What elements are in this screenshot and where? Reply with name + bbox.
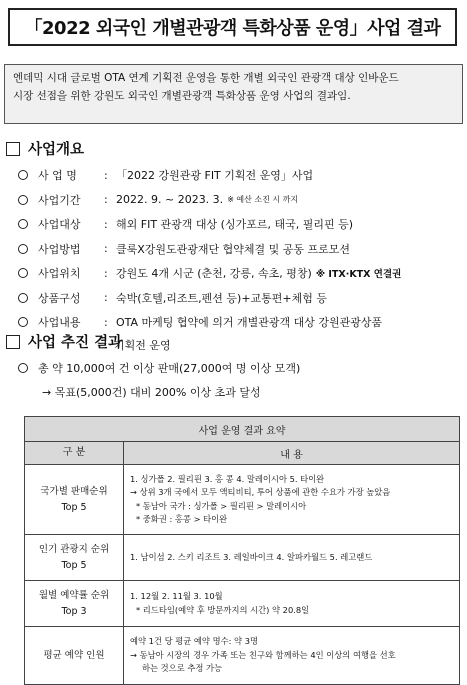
- circle-bullet-icon: [18, 363, 28, 373]
- table-header-category: 구 분: [25, 442, 124, 465]
- intro-line-1: 엔데믹 시대 글로벌 OTA 연계 기획전 운영을 통한 개별 외국인 관광객 대상 인바운드: [13, 72, 399, 84]
- row-content-line: 1. 남이섬 2. 스키 리조트 3. 레일바이크 4. 알파카월드 5. 레고랜드: [130, 551, 373, 562]
- overview-item-location: 사업위치 : 강원도 4개 시군 (춘천, 강릉, 속초, 평창) ※ ITX·KTX 연결권: [18, 261, 458, 286]
- row-category: [25, 535, 124, 581]
- circle-bullet-icon: [18, 170, 28, 180]
- overview-list: [18, 163, 458, 357]
- row-content: [124, 465, 460, 535]
- row-content-line: 예약 1건 당 평균 예약 명수: 약 3명: [130, 636, 258, 647]
- item-key: 사업기간: [38, 193, 81, 207]
- overview-item-name: 사 업 명 : 「2022 강원관광 FIT 기획전 운영」사업: [18, 163, 458, 188]
- row-content-line: * 동남아 국가 : 싱가폴 > 필리핀 > 말레이시아: [136, 500, 307, 511]
- row-category-line1: 국가별 판매순위: [40, 485, 108, 497]
- overview-item-composition: 상품구성 : 숙박(호텔,리조트,펜션 등)+교통편+체험 등: [18, 286, 458, 311]
- row-content: [124, 535, 460, 581]
- overview-item-period: 사업기간 : 2022. 9. ~ 2023. 3. ※ 예산 소진 시 까지: [18, 188, 458, 213]
- item-key: 상품구성: [38, 291, 81, 305]
- item-key: 사업대상: [38, 218, 81, 232]
- row-content-line: → 상위 3개 국에서 모두 액티비티, 투어 상품에 관한 수요가 가장 높았음: [130, 487, 391, 497]
- document-title: [8, 8, 457, 46]
- item-key: 사 업 명: [38, 169, 77, 183]
- item-value: 2022. 9. ~ 2023. 3.: [116, 193, 224, 207]
- overview-item-method: 사업방법 : 클룩X강원도관광재단 협약체결 및 공동 프로모션: [18, 237, 458, 262]
- item-key: 사업방법: [38, 242, 81, 256]
- row-category-line2: Top 5: [61, 501, 87, 513]
- intro-box: [4, 64, 463, 124]
- item-value: 「2022 강원관광 FIT 기획전 운영」사업: [116, 169, 314, 183]
- item-value: 강원도 4개 시군 (춘천, 강릉, 속초, 평창): [116, 267, 312, 281]
- circle-bullet-icon: [18, 268, 28, 278]
- row-category-line1: 인기 관광지 순위: [38, 543, 110, 555]
- results-arrow-text: → 목표(5,000건) 대비 200% 이상 초과 달성: [42, 386, 261, 399]
- overview-item-target: 사업대상 : 해외 FIT 관광객 대상 (싱가포르, 태국, 필리핀 등): [18, 212, 458, 237]
- circle-bullet-icon: [18, 293, 28, 303]
- row-category-line2: Top 3: [61, 605, 87, 617]
- row-category: [25, 581, 124, 627]
- overview-item-content: 사업내용 : OTA 마케팅 협약에 의거 개별관광객 대상 강원관광상품: [18, 310, 458, 335]
- item-value: 해외 FIT 관광객 대상 (싱가포르, 태국, 필리핀 등): [116, 218, 353, 232]
- row-category-line1: 평균 예약 인원: [43, 649, 105, 661]
- row-category-line1: 월별 예약률 순위: [38, 589, 110, 601]
- table-caption: 사업 운영 결과 요약: [25, 417, 460, 442]
- item-value: OTA 마케팅 협약에 의거 개별관광객 대상 강원관광상품: [116, 316, 383, 330]
- section-results-heading: [6, 331, 122, 352]
- section-overview-title: 사업개요: [28, 142, 85, 158]
- item-key: 사업내용: [38, 316, 81, 330]
- circle-bullet-icon: [18, 317, 28, 327]
- circle-bullet-icon: [18, 219, 28, 229]
- section-overview-heading: [6, 138, 84, 159]
- item-key: 사업위치: [38, 267, 81, 281]
- item-note: ※ ITX·KTX 연결권: [315, 269, 402, 281]
- table-row: [25, 535, 460, 581]
- results-item: [18, 356, 458, 381]
- table-row: [25, 581, 460, 627]
- summary-table: [24, 416, 460, 685]
- title-text: 「2022 외국인 개별관광객 특화상품 운영」사업 결과: [24, 18, 441, 39]
- checkbox-square-icon: [6, 142, 20, 156]
- circle-bullet-icon: [18, 244, 28, 254]
- row-category: [25, 627, 124, 685]
- circle-bullet-icon: [18, 195, 28, 205]
- row-content: [124, 627, 460, 685]
- row-content-line: * 중화권 : 홍콩 > 타이완: [136, 514, 228, 524]
- row-content: [124, 581, 460, 627]
- item-value: 클룩X강원도관광재단 협약체결 및 공동 프로모션: [116, 242, 351, 256]
- results-text: 총 약 10,000여 건 이상 판매(27,000여 명 이상 모객): [38, 362, 301, 376]
- checkbox-square-icon: [6, 335, 20, 349]
- table-row: [25, 627, 460, 685]
- item-value-continued: 기획전 운영: [114, 338, 171, 352]
- table-row: [25, 465, 460, 535]
- section-results-title: 사업 추진 결과: [28, 335, 123, 351]
- row-content-line: 1. 싱가폴 2. 필리핀 3. 홍 콩 4. 말레이시아 5. 타이완: [130, 473, 325, 484]
- row-content-line: 하는 것으로 추정 가능: [142, 663, 223, 674]
- item-value: 숙박(호텔,리조트,펜션 등)+교통편+체험 등: [116, 291, 328, 305]
- row-content-line: → 동남아 시장의 경우 가족 또는 친구와 함께하는 4인 이상의 여행을 선호: [130, 649, 396, 660]
- intro-line-2: 시장 선점을 위한 강원도 외국인 개별관광객 특화상품 운영 사업의 결과임.: [13, 90, 351, 102]
- row-category-line2: Top 5: [61, 559, 87, 571]
- results-list: [18, 356, 458, 381]
- row-category: [25, 465, 124, 535]
- table-header-content: 내 용: [124, 442, 460, 465]
- row-content-line: 1. 12월 2. 11월 3. 10월: [130, 591, 223, 601]
- row-content-line: * 리드타임(예약 후 방문까지의 시간) 약 20.8일: [136, 604, 310, 615]
- item-note: ※ 예산 소진 시 까지: [227, 195, 299, 205]
